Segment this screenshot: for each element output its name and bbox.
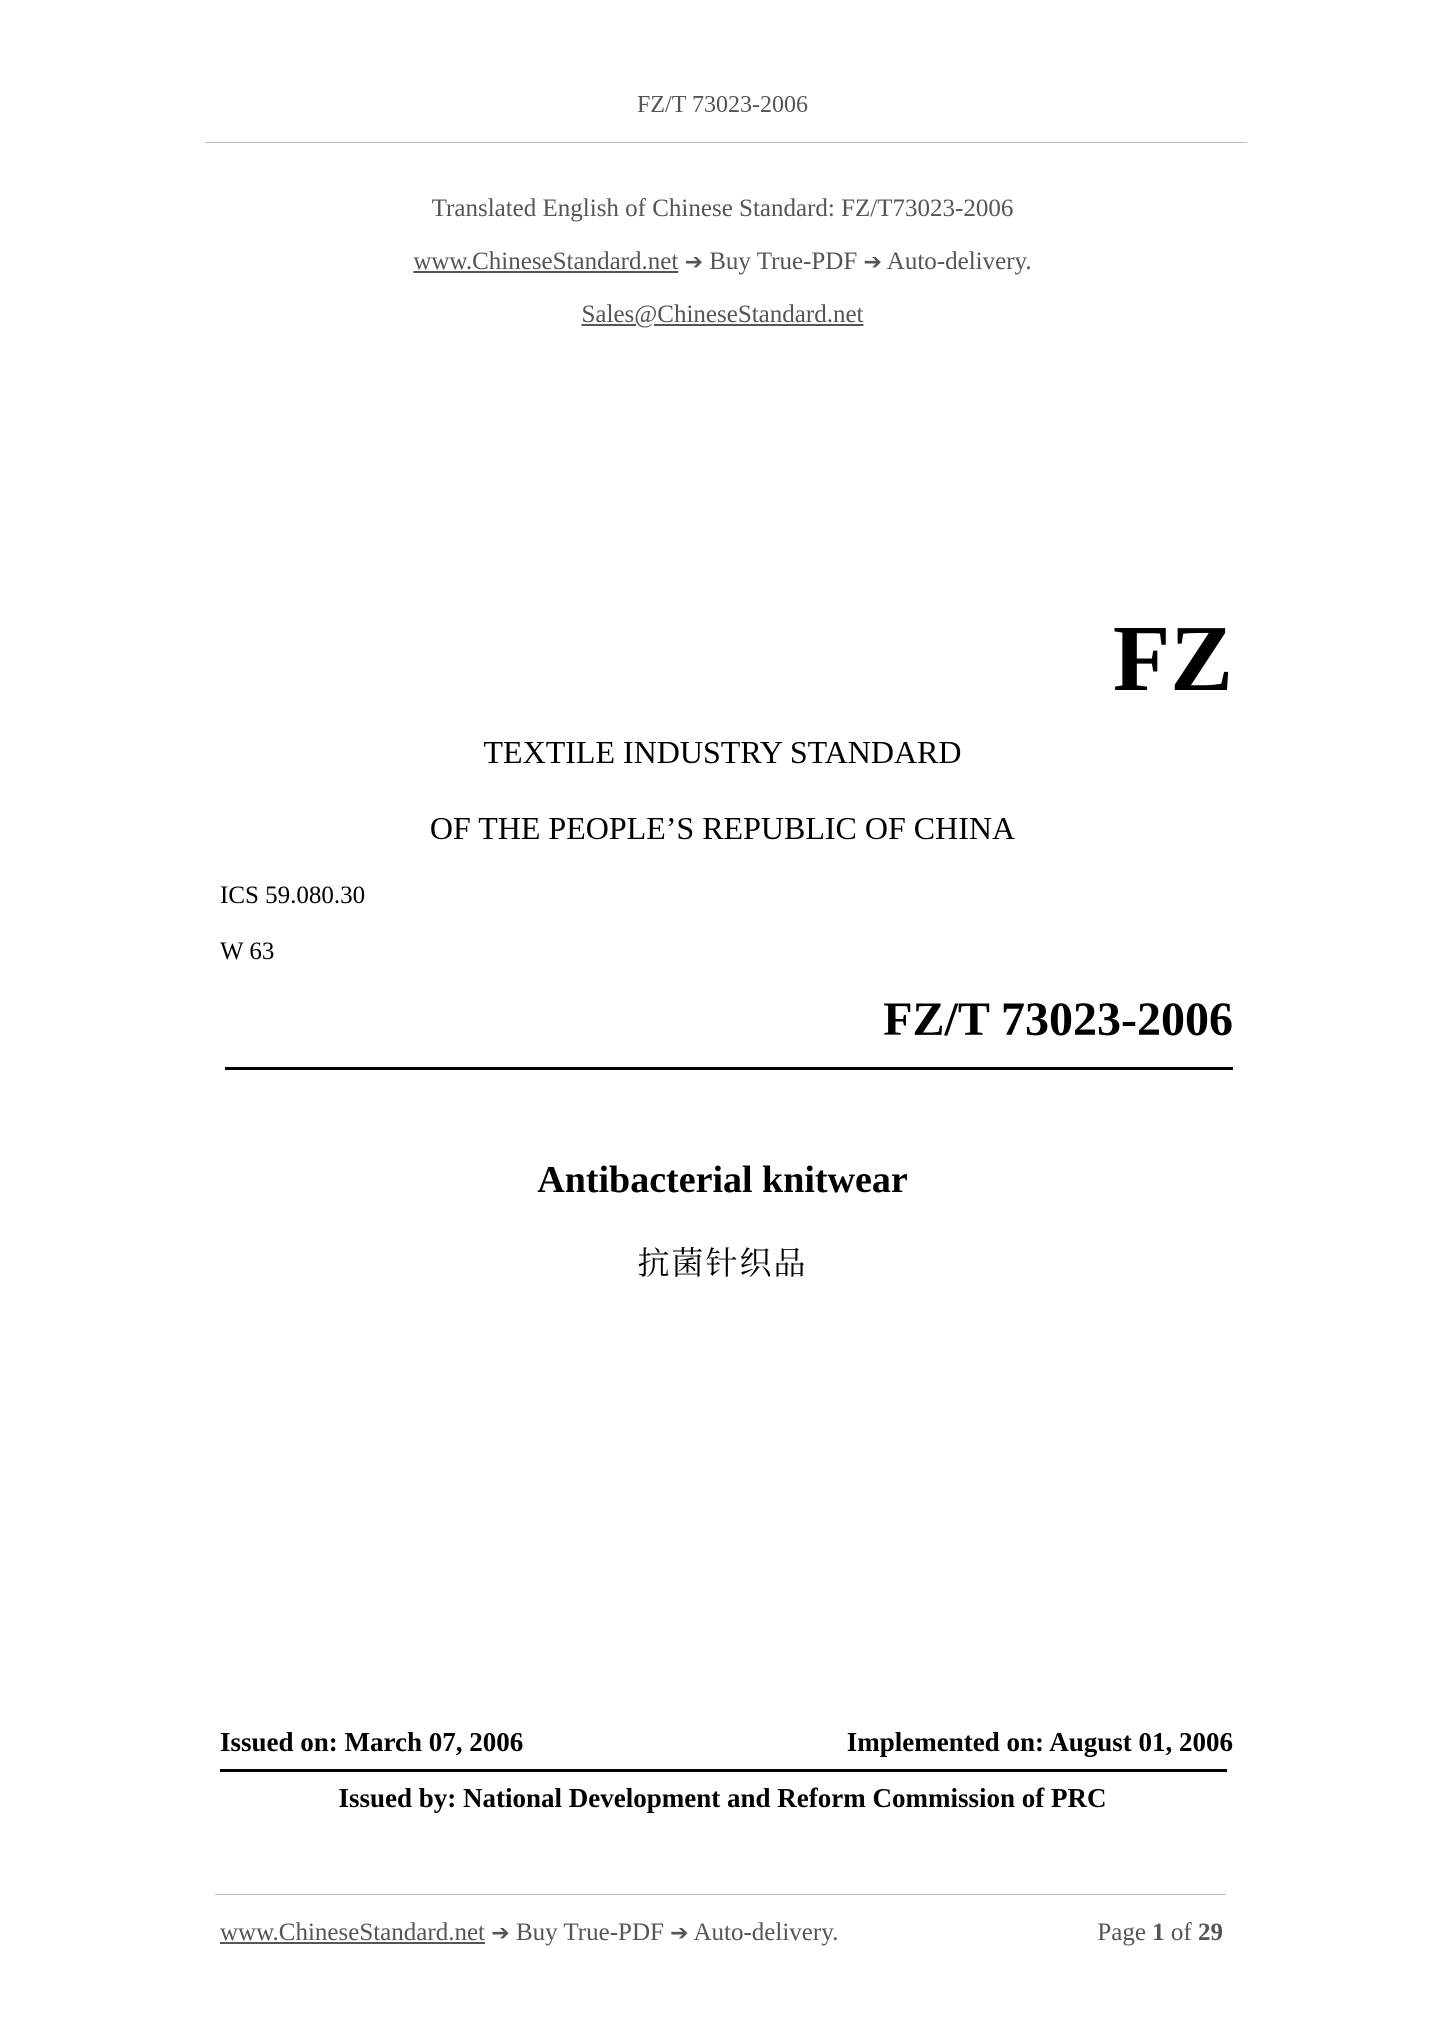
footer-delivery-text: Auto-delivery. <box>693 1919 839 1946</box>
email-line <box>0 301 1445 329</box>
footer-divider <box>215 1894 1226 1895</box>
delivery-text: Auto-delivery. <box>886 248 1032 275</box>
header-standard-code: FZ/T 73023-2006 <box>637 92 808 118</box>
page-label: Page <box>1097 1919 1146 1946</box>
classification-code: W 63 <box>220 938 275 965</box>
english-title: Antibacterial knitwear <box>537 1159 908 1201</box>
footer-promo <box>220 1919 838 1947</box>
translation-notice: Translated English of Chinese Standard: FZ/T73023-2006 <box>431 195 1014 222</box>
footer-website-link[interactable]: www.ChineseStandard.net <box>220 1919 485 1946</box>
standard-number: FZ/T 73023-2006 <box>883 993 1233 1046</box>
issuing-authority: Issued by: National Development and Reform Commission of PRC <box>338 1783 1107 1813</box>
issued-on-date: Issued on: March 07, 2006 <box>220 1727 524 1757</box>
standard-title-line-2: OF THE PEOPLE’S REPUBLIC OF CHINA <box>429 810 1016 846</box>
arrow-right-icon: ➔ <box>863 250 882 275</box>
standard-category-mark: FZ <box>1112 607 1233 711</box>
implemented-on-date: Implemented on: August 01, 2006 <box>846 1727 1233 1757</box>
promo-line <box>0 248 1445 276</box>
issue-divider <box>220 1769 1227 1772</box>
ics-code: ICS 59.080.30 <box>220 882 366 909</box>
buy-text: Buy True-PDF <box>709 248 858 275</box>
arrow-right-icon: ➔ <box>670 1921 689 1946</box>
standard-title-line-1: TEXTILE INDUSTRY STANDARD <box>483 734 962 770</box>
website-link[interactable]: www.ChineseStandard.net <box>413 248 679 275</box>
page-indicator <box>1097 1919 1223 1947</box>
title-divider <box>225 1067 1233 1070</box>
arrow-right-icon: ➔ <box>684 250 703 275</box>
footer-buy-text: Buy True-PDF <box>515 1919 664 1946</box>
arrow-right-icon: ➔ <box>491 1921 510 1946</box>
page-number: 1 <box>1152 1919 1165 1946</box>
header-divider <box>205 142 1247 143</box>
of-label: of <box>1170 1919 1192 1946</box>
chinese-title: 抗菌针织品 <box>637 1244 808 1282</box>
email-link[interactable]: Sales@ChineseStandard.net <box>581 301 864 328</box>
page-total: 29 <box>1198 1919 1223 1946</box>
